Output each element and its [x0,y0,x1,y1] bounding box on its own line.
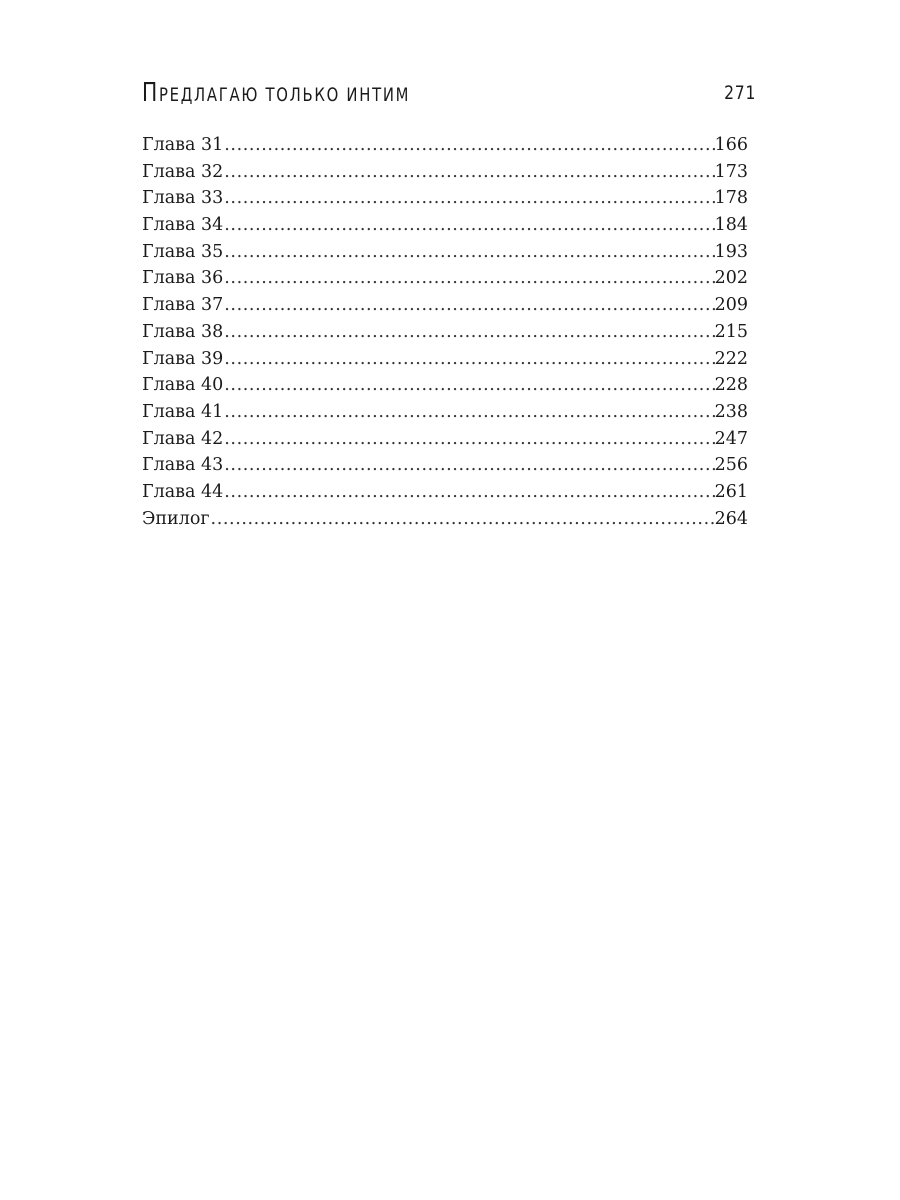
toc-entry-title: Глава 40 [142,375,224,396]
toc-entry[interactable] [142,319,748,346]
toc-entry[interactable] [142,159,748,186]
toc-entry-title: Глава 38 [142,321,224,342]
running-title [142,76,410,112]
running-title-text: РЕДЛАГАЮ ТОЛЬКО ИНТИМ [158,84,411,106]
dot-leader [223,239,714,266]
toc-entry-page: 184 [714,215,748,236]
toc-entry-title: Глава 41 [142,401,224,422]
toc-entry[interactable] [142,399,748,426]
toc-entry[interactable] [142,346,748,373]
toc-entry[interactable] [142,185,748,212]
dot-leader [223,346,714,373]
toc-entry-page: 215 [714,321,748,342]
toc-entry-page: 238 [714,401,748,422]
toc-entry-title: Эпилог [142,508,210,529]
toc-entry-title: Глава 36 [142,268,224,289]
toc-entry[interactable] [142,426,748,453]
toc-entry-title: Глава 43 [142,455,224,476]
dot-leader [223,159,714,186]
toc-entry-title: Глава 33 [142,188,224,209]
toc-entry-page: 228 [714,375,748,396]
dot-leader [223,426,714,453]
toc-entry-title: Глава 42 [142,428,224,449]
toc-entry-page: 209 [714,295,748,316]
toc-entry-title: Глава 32 [142,161,224,182]
toc-entry[interactable] [142,132,748,159]
toc-entry[interactable] [142,212,748,239]
dot-leader [223,479,714,506]
toc-entry[interactable] [142,265,748,292]
toc-entry-page: 173 [714,161,748,182]
toc-entry-title: Глава 34 [142,215,224,236]
dot-leader [210,506,715,533]
toc-entry-title: Глава 44 [142,481,224,502]
toc-entry[interactable] [142,292,748,319]
table-of-contents [142,132,748,532]
toc-entry-page: 247 [714,428,748,449]
toc-entry[interactable] [142,452,748,479]
toc-entry-epilogue[interactable] [142,506,748,533]
toc-entry-title: Глава 37 [142,295,224,316]
dot-leader [223,399,714,426]
toc-entry-page: 178 [714,188,748,209]
toc-entry-page: 222 [714,348,748,369]
dot-leader [223,265,714,292]
toc-entry[interactable] [142,239,748,266]
toc-entry-title: Глава 31 [142,135,224,155]
dot-leader [223,212,714,239]
toc-entry[interactable] [142,479,748,506]
dot-leader [223,292,714,319]
toc-entry-page: 166 [714,135,748,155]
toc-entry[interactable] [142,372,748,399]
toc-entry-title: Глава 35 [142,241,224,262]
running-head [142,76,756,110]
dot-leader [223,452,714,479]
toc-entry-title: Глава 39 [142,348,224,369]
toc-entry-page: 202 [714,268,748,289]
dot-leader [223,319,714,346]
running-title-initial: П [142,78,159,108]
toc-entry-page: 193 [714,241,748,262]
dot-leader [223,372,714,399]
dot-leader [223,185,714,212]
dot-leader [223,132,714,159]
toc-entry-page: 256 [714,455,748,476]
page-number: 271 [723,82,756,104]
toc-entry-page: 261 [714,481,748,502]
toc-entry-page: 264 [714,508,748,529]
